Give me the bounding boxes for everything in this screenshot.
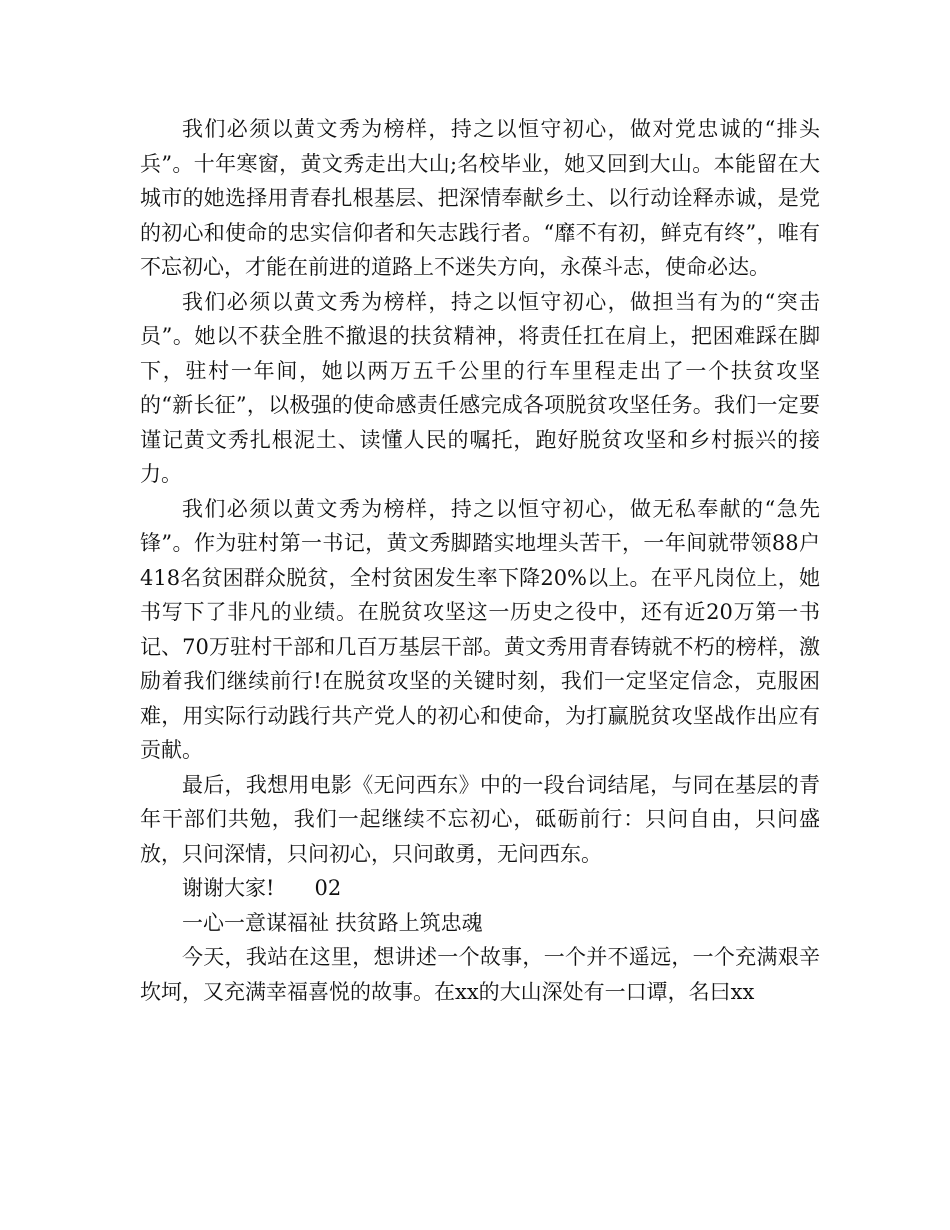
- section-number: 02: [314, 876, 342, 900]
- thanks-line: [140, 871, 820, 906]
- paragraph-5: 今天，我站在这里，想讲述一个故事，一个并不遥远，一个充满艰辛坎坷，又充满幸福喜悦的故事。在xx的大山深处有一口谭，名曰xx: [140, 945, 820, 1004]
- paragraph-3: 我们必须以黄文秀为榜样，持之以恒守初心，做无私奉献的“急先锋”。作为驻村第一书记，黄文秀脚踏实地埋头苦干，一年间就带领88户418名贫困群众脱贫，全村贫困发生率下降20%以上。在平凡岗位上，她书写下了非凡的业绩。在脱贫攻坚这一历史之役中，还有近20万第一书记、70万驻村干部和几百万基层干部。黄文秀用青春铸就不朽的榜样，激励着我们继续前行!在脱贫攻坚的关键时刻，我们一定坚定信念，克服困难，用实际行动践行共产党人的初心和使命，为打赢脱贫攻坚战作出应有贡献。: [140, 496, 820, 762]
- document-body: [140, 112, 820, 1009]
- thanks-text: 谢谢大家!: [182, 876, 275, 900]
- section-title: 一心一意谋福祉 扶贫路上筑忠魂: [182, 910, 483, 935]
- paragraph-1: 我们必须以黄文秀为榜样，持之以恒守初心，做对党忠诚的“排头兵”。十年寒窗，黄文秀走出大山;名校毕业，她又回到大山。本能留在大城市的她选择用青春扎根基层、把深情奉献乡土、以行动诠释赤诚，是党的初心和使命的忠实信仰者和矢志践行者。“靡不有初，鲜克有终”，唯有不忘初心，才能在前进的道路上不迷失方向，永葆斗志，使命必达。: [140, 117, 820, 279]
- paragraph-4: 最后，我想用电影《无问西东》中的一段台词结尾，与同在基层的青年干部们共勉，我们一起继续不忘初心，砥砺前行：只问自由，只问盛放，只问深情，只问初心，只问敢勇，无问西东。: [140, 772, 820, 866]
- paragraph-2: 我们必须以黄文秀为榜样，持之以恒守初心，做担当有为的“突击员”。她以不获全胜不撤退的扶贫精神，将责任扛在肩上，把困难踩在脚下，驻村一年间，她以两万五千公里的行车里程走出了一个扶贫攻坚的“新长征”，以极强的使命感责任感完成各项脱贫攻坚任务。我们一定要谨记黄文秀扎根泥土、读懂人民的嘱托，跑好脱贫攻坚和乡村振兴的接力。: [140, 289, 820, 486]
